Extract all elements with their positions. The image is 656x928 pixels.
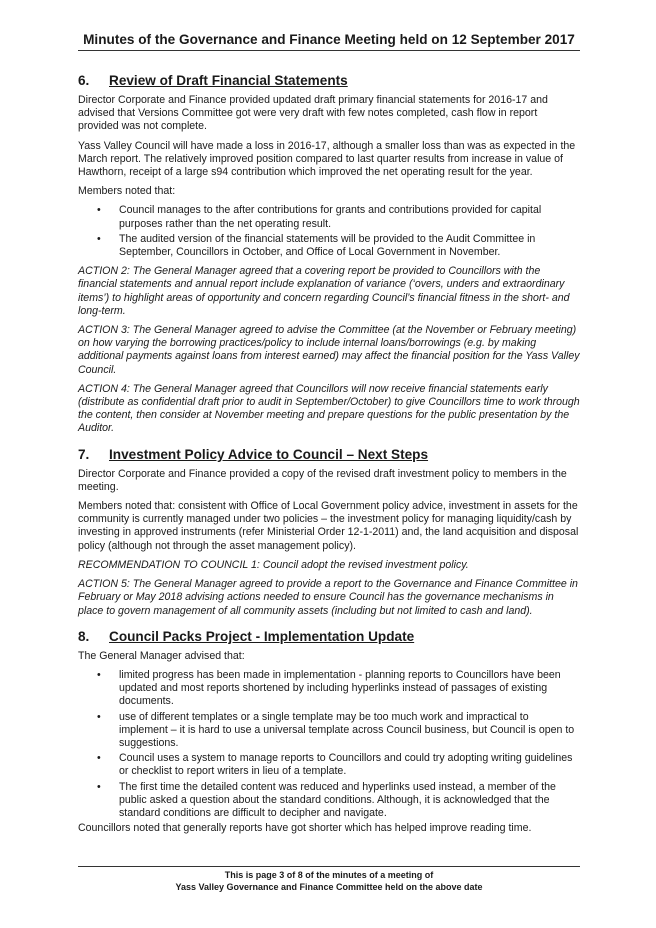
- section-7: [78, 446, 580, 618]
- section-8-number: 8.: [78, 628, 90, 644]
- list-item: • use of different templates or a single template may be too much work and impractical to implement – it is hard to use a universal template across Council business, but Council is open to suggestions.: [78, 711, 580, 751]
- footer-line-2: Yass Valley Governance and Finance Committee held on the above date: [175, 882, 483, 892]
- section-8-heading: [78, 628, 580, 645]
- section-6-title: Review of Draft Financial Statements: [109, 73, 348, 88]
- action-4: ACTION 4: The General Manager agreed that Councillors will now receive financial statements early (distribute as confidential draft prior to audit in September/October) to give Councillors time to work through the content, then consider at November meeting and prepare questions for the public presentation by the Auditor.: [78, 382, 580, 435]
- section-8: [78, 628, 580, 836]
- list-item: • The first time the detailed content was reduced and hyperlinks used instead, a member of the public asked a question about the standard conditions. Although, it is acknowledged that the standard conditions are difficult to decipher and navigate.: [78, 781, 580, 821]
- section-7-title: Investment Policy Advice to Council – Next Steps: [109, 446, 429, 462]
- list-item: • Council uses a system to manage reports to Councillors and could try adopting writing guidelines or checklist to report writers in lieu of a template.: [78, 752, 580, 778]
- section-6-paragraph-3: Members noted that:: [78, 185, 176, 198]
- section-6-bullet-list: [78, 204, 580, 259]
- section-6-paragraph-1: Director Corporate and Finance provided updated draft primary financial statements for 2016-17 and advised that Versions Committee got were very draft with few notes completed, cash flow in report provided was not complete.: [78, 94, 548, 133]
- section-6-heading: [78, 72, 580, 89]
- list-item: • Council manages to the after contributions for grants and contributions provided for capital purposes rather than the net operating result.: [78, 204, 580, 230]
- section-7-number: 7.: [78, 446, 90, 462]
- page-header-title: Minutes of the Governance and Finance Meeting held on 12 September 2017: [83, 32, 575, 47]
- list-item: • The audited version of the financial statements will be provided to the Audit Committee in September, Councillors in October, and Office of Local Government in November.: [78, 233, 580, 259]
- section-7-paragraph-2: Members noted that: consistent with Office of Local Government policy advice, investment in assets for the community is currently managed under two policies – the investment policy for managing liquidity/cash by investing in approved instruments (refer Ministerial Order 12-1-2011) and, the land acquisition and disposal policy (although not through the asset management policy).: [78, 500, 579, 552]
- section-7-heading: [78, 446, 580, 463]
- section-6-paragraph-2: Yass Valley Council will have made a loss in 2016-17, although a smaller loss than was as expected in the March report. The relatively improved position compared to last quarter results from increase in value of Hawthorn, receipt of a large s94 contribution which improved the net operating result for the year.: [78, 139, 576, 179]
- section-8-bullet-list: [78, 669, 580, 820]
- section-8-paragraph-2: Councillors noted that generally reports have got shorter which has helped improve reading time.: [78, 822, 532, 835]
- action-5: ACTION 5: The General Manager agreed to provide a report to the Governance and Finance Committee in February or May 2018 advising actions needed to ensure Council has the governance mechanisms in place to govern management of all community assets (including but not limited to cash and land).: [78, 578, 578, 617]
- document-body: [78, 72, 580, 845]
- section-8-title: Council Packs Project - Implementation Update: [109, 628, 415, 644]
- action-3: ACTION 3: The General Manager agreed to advise the Committee (at the November or February meeting) on how varying the borrowing practices/policy to include internal loans/borrowings (e.g. by making additional payments against loans from interest earned) may affect the financial position for the Yass Valley Council.: [78, 324, 580, 376]
- action-2: ACTION 2: The General Manager agreed that a covering report be provided to Councillors with the financial statements and annual report include explanation of variance (‘overs, unders and extraordinary items’) to highlight areas of opportunity and concern regarding Council’s financial fitness in the short- and long-term.: [78, 265, 570, 317]
- section-6: [78, 72, 580, 436]
- recommendation-1: RECOMMENDATION TO COUNCIL 1: Council adopt the revised investment policy.: [78, 558, 469, 571]
- section-6-number: 6.: [78, 73, 90, 88]
- page-footer: [78, 869, 580, 893]
- header-divider: [78, 50, 580, 51]
- footer-divider: [78, 866, 580, 867]
- section-8-paragraph-1: The General Manager advised that:: [78, 649, 245, 662]
- footer-line-1: This is page 3 of 8 of the minutes of a meeting of: [224, 870, 434, 880]
- list-item: • limited progress has been made in implementation - planning reports to Councillors have been updated and most reports shortened by including hyperlinks instead of passages of existing documents.: [78, 669, 580, 709]
- section-7-paragraph-1: Director Corporate and Finance provided a copy of the revised draft investment policy to members in the meeting.: [78, 467, 567, 493]
